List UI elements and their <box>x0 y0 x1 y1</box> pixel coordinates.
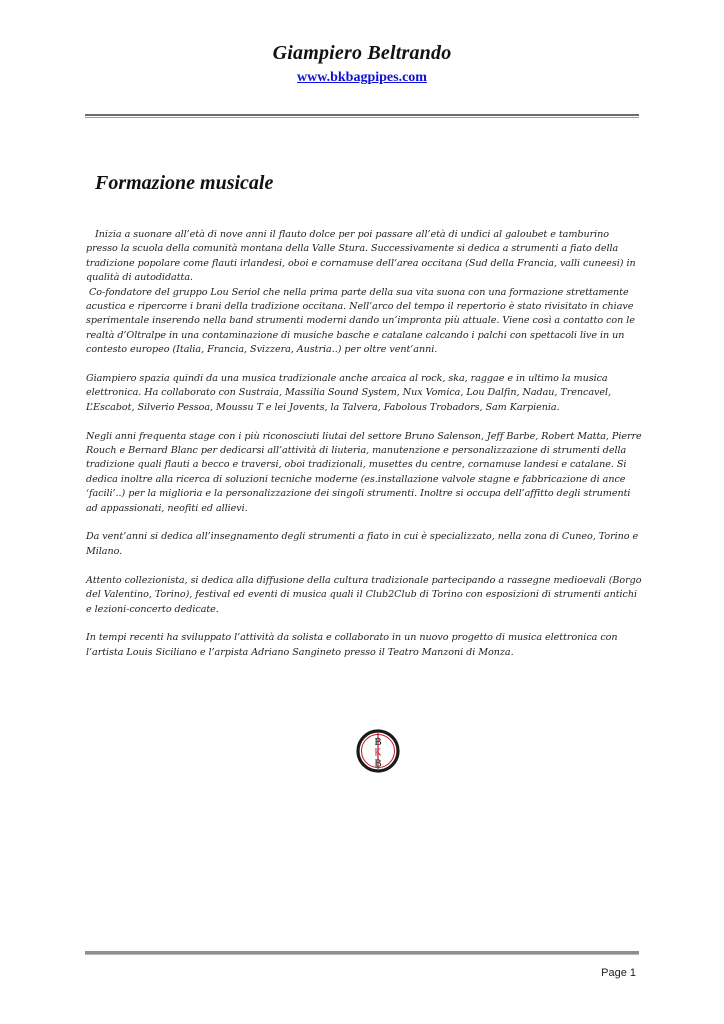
footer-divider <box>85 951 639 955</box>
website-link[interactable]: www.bkbagpipes.com <box>297 70 427 85</box>
paragraph: Giampiero spazia quindi da una musica tradizionale anche arcaica al rock, ska, raggae e in ultimo la musica elettronica. Ha collaborato con Sustraia, Massilia Sound System, Nux Vomica, Lou Dalfin, Nadau, Trencavel, L’Escabot, Silverio Pessoa, Moussu T e lei Jovents, la Talvera, Fabolous Trobadors, Sam Karpienia. <box>86 373 612 413</box>
page-number: Page 1 <box>601 967 636 979</box>
author-name: Giampiero Beltrando <box>272 42 452 64</box>
logo-letter-2: K <box>374 747 382 759</box>
bkb-logo-icon <box>355 728 401 774</box>
section-title: Formazione musicale <box>95 172 274 194</box>
bkb-logo-svg <box>355 728 401 774</box>
logo-letter-1: B <box>374 736 382 748</box>
paragraph: Negli anni frequenta stage con i più riconosciuti liutai del settore Bruno Salenson, Jeff Barbe, Robert Matta, Pierre Rouch e Bernard Blanc per dedicarsi all’attività di liuteria, manutenzione e personalizzazione di strumenti della tradizione quali flauti a becco e traversi, oboi tradizionali, musettes du centre, cornamuse landesi e catalane. Si dedica inoltre alla ricerca di soluzioni tecniche moderne (es.installazione valvole stagne e fabbricazione di ance ‘facili’..) per la miglioria e la personalizzazione dei singoli strumenti. Inoltre si occupa dell’affitto degli strumenti ad appassionati, neofiti ed allievi. <box>86 430 642 514</box>
paragraph: Da vent’anni si dedica all’insegnamento degli strumenti a fiato in cui è specializzato, nella zona di Cuneo, Torino e Milano. <box>86 531 639 557</box>
logo-letter-3: B <box>374 757 382 770</box>
biography-text <box>86 228 642 660</box>
paragraph: Attento collezionista, si dedica alla diffusione della cultura tradizionale partecipando a rassegne medioevali (Borgo del Valentino, Torino), festival ed eventi di musica quali il Club2Club di Torino con esposizioni di strumenti antichi e lezioni-concerto dedicate. <box>86 574 642 615</box>
paragraph: Co-fondatore del gruppo Lou Seriol che nella prima parte della sua vita suona con una formazione strettamente acustica e ripercorre i brani della tradizione occitana. Nell’arco del tempo il repertorio è stato rivisitato in chiave sperimentale inserendo nella band strumenti moderni dando un’impronta più attuale. Viene così a contatto con le realtà d’Oltralpe in una contaminazione di musiche basche e catalane calcando i palchi con spettacoli live in un contesto europeo (Italia, Francia, Svizzera, Austria..) per oltre vent’anni. <box>86 286 638 356</box>
paragraph: Inizia a suonare all’età di nove anni il flauto dolce per poi passare all’età di undici al galoubet e tamburino presso la scuola della comunità montana della Valle Stura. Successivamente si dedica a strumenti a fiato della tradizione popolare come flauti irlandesi, oboi e cornamuse dell’area occitana (Sud della Francia, valli cuneesi) in qualità di autodidatta. <box>86 229 639 284</box>
paragraph: In tempi recenti ha sviluppato l’attività da solista e collaborato in un nuovo progetto di musica elettronica con l’artista Louis Siciliano e l’arpista Adriano Sangineto presso il Teatro Manzoni di Monza. <box>86 632 618 658</box>
header-divider <box>85 114 639 118</box>
page-header <box>0 40 724 87</box>
